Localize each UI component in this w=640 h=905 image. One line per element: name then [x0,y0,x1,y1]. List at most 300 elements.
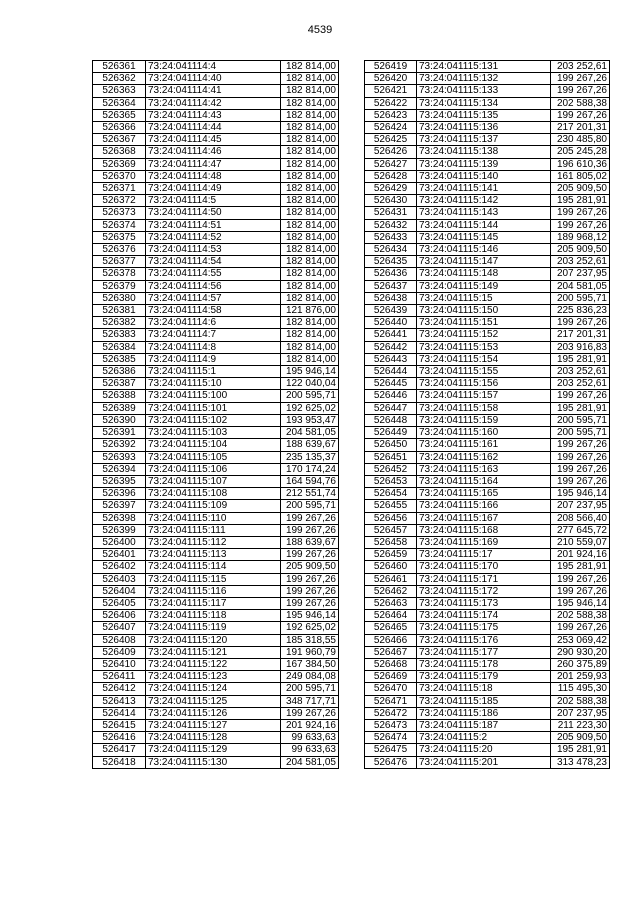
table-row [365,439,610,451]
record-number-cell: 526380 [93,292,146,304]
cadastral-number-cell: 73:24:041115:119 [146,622,281,634]
table-row [365,122,610,134]
table-row [93,231,339,243]
table-row [93,170,339,182]
cadastral-number-cell: 73:24:041115:128 [146,732,281,744]
record-number-cell: 526459 [365,549,417,561]
table-row [93,744,339,756]
table-row [365,109,610,121]
table-row [365,744,610,756]
table-row [93,109,339,121]
record-number-cell: 526367 [93,134,146,146]
table-row [365,573,610,585]
cadastral-number-cell: 73:24:041115:116 [146,585,281,597]
value-cell: 182 814,00 [281,256,339,268]
table-row [93,85,339,97]
table-row [365,231,610,243]
value-cell: 182 814,00 [281,122,339,134]
cadastral-number-cell: 73:24:041115:120 [146,634,281,646]
cadastral-number-cell: 73:24:041115:134 [417,97,551,109]
record-number-cell: 526426 [365,146,417,158]
record-number-cell: 526392 [93,439,146,451]
record-number-cell: 526409 [93,646,146,658]
cadastral-number-cell: 73:24:041114:8 [146,341,281,353]
record-number-cell: 526445 [365,378,417,390]
record-number-cell: 526425 [365,134,417,146]
value-cell: 195 281,91 [551,353,610,365]
cadastral-number-cell: 73:24:041114:4 [146,61,281,73]
cadastral-number-cell: 73:24:041115:125 [146,695,281,707]
table-row [365,183,610,195]
cadastral-number-cell: 73:24:041115:153 [417,341,551,353]
value-cell: 348 717,71 [281,695,339,707]
record-number-cell: 526441 [365,329,417,341]
register-table-left [92,60,339,769]
cadastral-number-cell: 73:24:041114:43 [146,109,281,121]
record-number-cell: 526437 [365,280,417,292]
cadastral-number-cell: 73:24:041115:187 [417,719,551,731]
record-number-cell: 526362 [93,73,146,85]
record-number-cell: 526361 [93,61,146,73]
table-row [365,170,610,182]
cadastral-number-cell: 73:24:041114:50 [146,207,281,219]
record-number-cell: 526456 [365,512,417,524]
value-cell: 203 252,61 [551,378,610,390]
record-number-cell: 526370 [93,170,146,182]
value-cell: 199 267,26 [551,390,610,402]
record-number-cell: 526412 [93,683,146,695]
value-cell: 121 876,00 [281,305,339,317]
table-row [365,97,610,109]
table-row [93,378,339,390]
value-cell: 164 594,76 [281,475,339,487]
record-number-cell: 526410 [93,658,146,670]
cadastral-number-cell: 73:24:041115:158 [417,402,551,414]
table-row [365,475,610,487]
table-row [365,524,610,536]
cadastral-number-cell: 73:24:041115:135 [417,109,551,121]
table-row [93,414,339,426]
cadastral-number-cell: 73:24:041115:168 [417,524,551,536]
record-number-cell: 526363 [93,85,146,97]
cadastral-number-cell: 73:24:041115:160 [417,427,551,439]
record-number-cell: 526447 [365,402,417,414]
record-number-cell: 526432 [365,219,417,231]
record-number-cell: 526475 [365,744,417,756]
value-cell: 182 814,00 [281,158,339,170]
table-row [365,732,610,744]
cadastral-number-cell: 73:24:041115:118 [146,610,281,622]
table-row [365,73,610,85]
value-cell: 182 814,00 [281,61,339,73]
cadastral-number-cell: 73:24:041115:132 [417,73,551,85]
value-cell: 200 595,71 [281,390,339,402]
table-row [93,317,339,329]
cadastral-number-cell: 73:24:041115:140 [417,170,551,182]
record-number-cell: 526455 [365,500,417,512]
value-cell: 211 223,30 [551,719,610,731]
value-cell: 99 633,63 [281,744,339,756]
value-cell: 277 645,72 [551,524,610,536]
cadastral-number-cell: 73:24:041114:57 [146,292,281,304]
cadastral-number-cell: 73:24:041115:163 [417,463,551,475]
value-cell: 199 267,26 [551,207,610,219]
value-cell: 210 559,07 [551,536,610,548]
table-row [365,719,610,731]
value-cell: 199 267,26 [551,573,610,585]
record-number-cell: 526440 [365,317,417,329]
table-row [93,219,339,231]
value-cell: 199 267,26 [281,549,339,561]
cadastral-number-cell: 73:24:041115:10 [146,378,281,390]
cadastral-number-cell: 73:24:041115:151 [417,317,551,329]
record-number-cell: 526388 [93,390,146,402]
table-row [365,366,610,378]
record-number-cell: 526384 [93,341,146,353]
record-number-cell: 526398 [93,512,146,524]
record-number-cell: 526375 [93,231,146,243]
value-cell: 207 237,95 [551,500,610,512]
cadastral-number-cell: 73:24:041115:127 [146,719,281,731]
record-number-cell: 526469 [365,671,417,683]
record-number-cell: 526390 [93,414,146,426]
table-row [93,634,339,646]
table-row [365,378,610,390]
cadastral-number-cell: 73:24:041114:49 [146,183,281,195]
cadastral-number-cell: 73:24:041115:115 [146,573,281,585]
value-cell: 196 610,36 [551,158,610,170]
cadastral-number-cell: 73:24:041115:102 [146,414,281,426]
cadastral-number-cell: 73:24:041115:20 [417,744,551,756]
register-table-right-body [365,61,610,769]
table-row [93,500,339,512]
value-cell: 202 588,38 [551,610,610,622]
value-cell: 253 069,42 [551,634,610,646]
value-cell: 182 814,00 [281,317,339,329]
record-number-cell: 526407 [93,622,146,634]
record-number-cell: 526466 [365,634,417,646]
cadastral-number-cell: 73:24:041115:176 [417,634,551,646]
record-number-cell: 526458 [365,536,417,548]
value-cell: 212 551,74 [281,488,339,500]
cadastral-number-cell: 73:24:041115:170 [417,561,551,573]
value-cell: 199 267,26 [281,512,339,524]
table-row [93,183,339,195]
value-cell: 195 946,14 [281,610,339,622]
record-number-cell: 526467 [365,646,417,658]
cadastral-number-cell: 73:24:041115:159 [417,414,551,426]
table-row [365,500,610,512]
table-row [93,97,339,109]
record-number-cell: 526379 [93,280,146,292]
record-number-cell: 526394 [93,463,146,475]
cadastral-number-cell: 73:24:041115:133 [417,85,551,97]
value-cell: 203 916,83 [551,341,610,353]
table-row [93,707,339,719]
value-cell: 182 814,00 [281,109,339,121]
record-number-cell: 526417 [93,744,146,756]
table-row [93,695,339,707]
value-cell: 203 252,61 [551,256,610,268]
record-number-cell: 526364 [93,97,146,109]
cadastral-number-cell: 73:24:041115:123 [146,671,281,683]
value-cell: 199 267,26 [551,439,610,451]
value-cell: 205 909,50 [551,244,610,256]
table-row [93,341,339,353]
value-cell: 195 946,14 [281,366,339,378]
cadastral-number-cell: 73:24:041114:54 [146,256,281,268]
table-row [365,427,610,439]
record-number-cell: 526442 [365,341,417,353]
record-number-cell: 526460 [365,561,417,573]
value-cell: 199 267,26 [551,585,610,597]
cadastral-number-cell: 73:24:041115:117 [146,597,281,609]
value-cell: 182 814,00 [281,244,339,256]
value-cell: 182 814,00 [281,207,339,219]
value-cell: 185 318,55 [281,634,339,646]
cadastral-number-cell: 73:24:041115:121 [146,646,281,658]
cadastral-number-cell: 73:24:041115:152 [417,329,551,341]
value-cell: 199 267,26 [281,524,339,536]
record-number-cell: 526434 [365,244,417,256]
record-number-cell: 526429 [365,183,417,195]
value-cell: 204 581,05 [281,756,339,768]
table-row [93,463,339,475]
table-row [93,390,339,402]
table-row [365,390,610,402]
record-number-cell: 526427 [365,158,417,170]
value-cell: 182 814,00 [281,353,339,365]
cadastral-number-cell: 73:24:041115:175 [417,622,551,634]
record-number-cell: 526371 [93,183,146,195]
record-number-cell: 526366 [93,122,146,134]
table-row [93,292,339,304]
record-number-cell: 526399 [93,524,146,536]
cadastral-number-cell: 73:24:041115:148 [417,268,551,280]
record-number-cell: 526476 [365,756,417,768]
record-number-cell: 526453 [365,475,417,487]
value-cell: 249 084,08 [281,671,339,683]
table-row [93,561,339,573]
value-cell: 200 595,71 [551,427,610,439]
table-row [365,292,610,304]
cadastral-number-cell: 73:24:041114:46 [146,146,281,158]
value-cell: 199 267,26 [551,317,610,329]
cadastral-number-cell: 73:24:041114:9 [146,353,281,365]
cadastral-number-cell: 73:24:041115:129 [146,744,281,756]
table-row [93,158,339,170]
cadastral-number-cell: 73:24:041115:107 [146,475,281,487]
table-row [93,73,339,85]
cadastral-number-cell: 73:24:041115:166 [417,500,551,512]
table-row [93,244,339,256]
record-number-cell: 526450 [365,439,417,451]
table-row [93,305,339,317]
table-row [93,256,339,268]
value-cell: 199 267,26 [551,109,610,121]
register-table-left-body [93,61,339,769]
cadastral-number-cell: 73:24:041115:113 [146,549,281,561]
table-row [365,707,610,719]
record-number-cell: 526402 [93,561,146,573]
value-cell: 201 259,93 [551,671,610,683]
cadastral-number-cell: 73:24:041114:5 [146,195,281,207]
table-row [93,134,339,146]
cadastral-number-cell: 73:24:041115:101 [146,402,281,414]
cadastral-number-cell: 73:24:041115:138 [417,146,551,158]
cadastral-number-cell: 73:24:041115:17 [417,549,551,561]
table-row [93,268,339,280]
record-number-cell: 526431 [365,207,417,219]
cadastral-number-cell: 73:24:041115:112 [146,536,281,548]
table-row [365,134,610,146]
cadastral-number-cell: 73:24:041115:108 [146,488,281,500]
record-number-cell: 526439 [365,305,417,317]
cadastral-number-cell: 73:24:041115:156 [417,378,551,390]
table-row [365,671,610,683]
table-row [365,536,610,548]
table-row [93,671,339,683]
record-number-cell: 526383 [93,329,146,341]
cadastral-number-cell: 73:24:041115:165 [417,488,551,500]
table-row [365,207,610,219]
record-number-cell: 526401 [93,549,146,561]
cadastral-number-cell: 73:24:041115:1 [146,366,281,378]
cadastral-number-cell: 73:24:041115:145 [417,231,551,243]
value-cell: 99 633,63 [281,732,339,744]
record-number-cell: 526461 [365,573,417,585]
table-row [365,414,610,426]
table-row [93,597,339,609]
record-number-cell: 526374 [93,219,146,231]
cadastral-number-cell: 73:24:041115:111 [146,524,281,536]
record-number-cell: 526368 [93,146,146,158]
table-row [365,244,610,256]
cadastral-number-cell: 73:24:041114:53 [146,244,281,256]
table-row [93,427,339,439]
cadastral-number-cell: 73:24:041115:167 [417,512,551,524]
table-row [93,524,339,536]
record-number-cell: 526372 [93,195,146,207]
table-row [93,585,339,597]
value-cell: 122 040,04 [281,378,339,390]
table-row [93,207,339,219]
table-row [365,561,610,573]
record-number-cell: 526451 [365,451,417,463]
record-number-cell: 526419 [365,61,417,73]
value-cell: 200 595,71 [551,292,610,304]
record-number-cell: 526436 [365,268,417,280]
value-cell: 201 924,16 [281,719,339,731]
record-number-cell: 526376 [93,244,146,256]
record-number-cell: 526387 [93,378,146,390]
record-number-cell: 526465 [365,622,417,634]
record-number-cell: 526428 [365,170,417,182]
value-cell: 161 805,02 [551,170,610,182]
value-cell: 205 909,50 [551,183,610,195]
table-row [365,305,610,317]
table-row [365,488,610,500]
cadastral-number-cell: 73:24:041115:18 [417,683,551,695]
record-number-cell: 526400 [93,536,146,548]
value-cell: 195 281,91 [551,195,610,207]
cadastral-number-cell: 73:24:041115:131 [417,61,551,73]
table-row [93,353,339,365]
table-row [93,573,339,585]
table-row [365,85,610,97]
value-cell: 199 267,26 [281,573,339,585]
cadastral-number-cell: 73:24:041115:126 [146,707,281,719]
record-number-cell: 526470 [365,683,417,695]
value-cell: 182 814,00 [281,73,339,85]
record-number-cell: 526446 [365,390,417,402]
value-cell: 182 814,00 [281,268,339,280]
cadastral-number-cell: 73:24:041115:149 [417,280,551,292]
table-row [93,756,339,768]
table-row [365,195,610,207]
cadastral-number-cell: 73:24:041114:52 [146,231,281,243]
cadastral-number-cell: 73:24:041114:48 [146,170,281,182]
cadastral-number-cell: 73:24:041115:122 [146,658,281,670]
table-row [93,512,339,524]
value-cell: 199 267,26 [551,85,610,97]
value-cell: 217 201,31 [551,122,610,134]
record-number-cell: 526414 [93,707,146,719]
cadastral-number-cell: 73:24:041115:172 [417,585,551,597]
table-row [365,268,610,280]
cadastral-number-cell: 73:24:041115:141 [417,183,551,195]
cadastral-number-cell: 73:24:041115:177 [417,646,551,658]
value-cell: 199 267,26 [551,622,610,634]
value-cell: 207 237,95 [551,268,610,280]
table-row [93,329,339,341]
cadastral-number-cell: 73:24:041115:2 [417,732,551,744]
cadastral-number-cell: 73:24:041115:178 [417,658,551,670]
record-number-cell: 526474 [365,732,417,744]
table-row [93,622,339,634]
table-row [93,122,339,134]
value-cell: 202 588,38 [551,695,610,707]
value-cell: 199 267,26 [281,597,339,609]
record-number-cell: 526408 [93,634,146,646]
record-number-cell: 526385 [93,353,146,365]
record-number-cell: 526369 [93,158,146,170]
table-row [93,732,339,744]
cadastral-number-cell: 73:24:041114:40 [146,73,281,85]
value-cell: 182 814,00 [281,280,339,292]
record-number-cell: 526365 [93,109,146,121]
record-number-cell: 526403 [93,573,146,585]
value-cell: 203 252,61 [551,366,610,378]
cadastral-number-cell: 73:24:041115:137 [417,134,551,146]
record-number-cell: 526413 [93,695,146,707]
cadastral-number-cell: 73:24:041115:100 [146,390,281,402]
record-number-cell: 526386 [93,366,146,378]
value-cell: 204 581,05 [551,280,610,292]
record-number-cell: 526472 [365,707,417,719]
table-row [93,402,339,414]
table-row [93,683,339,695]
table-row [365,280,610,292]
table-row [365,341,610,353]
record-number-cell: 526395 [93,475,146,487]
table-row [93,146,339,158]
cadastral-number-cell: 73:24:041114:44 [146,122,281,134]
record-number-cell: 526381 [93,305,146,317]
value-cell: 199 267,26 [551,451,610,463]
value-cell: 200 595,71 [551,414,610,426]
value-cell: 205 909,50 [551,732,610,744]
